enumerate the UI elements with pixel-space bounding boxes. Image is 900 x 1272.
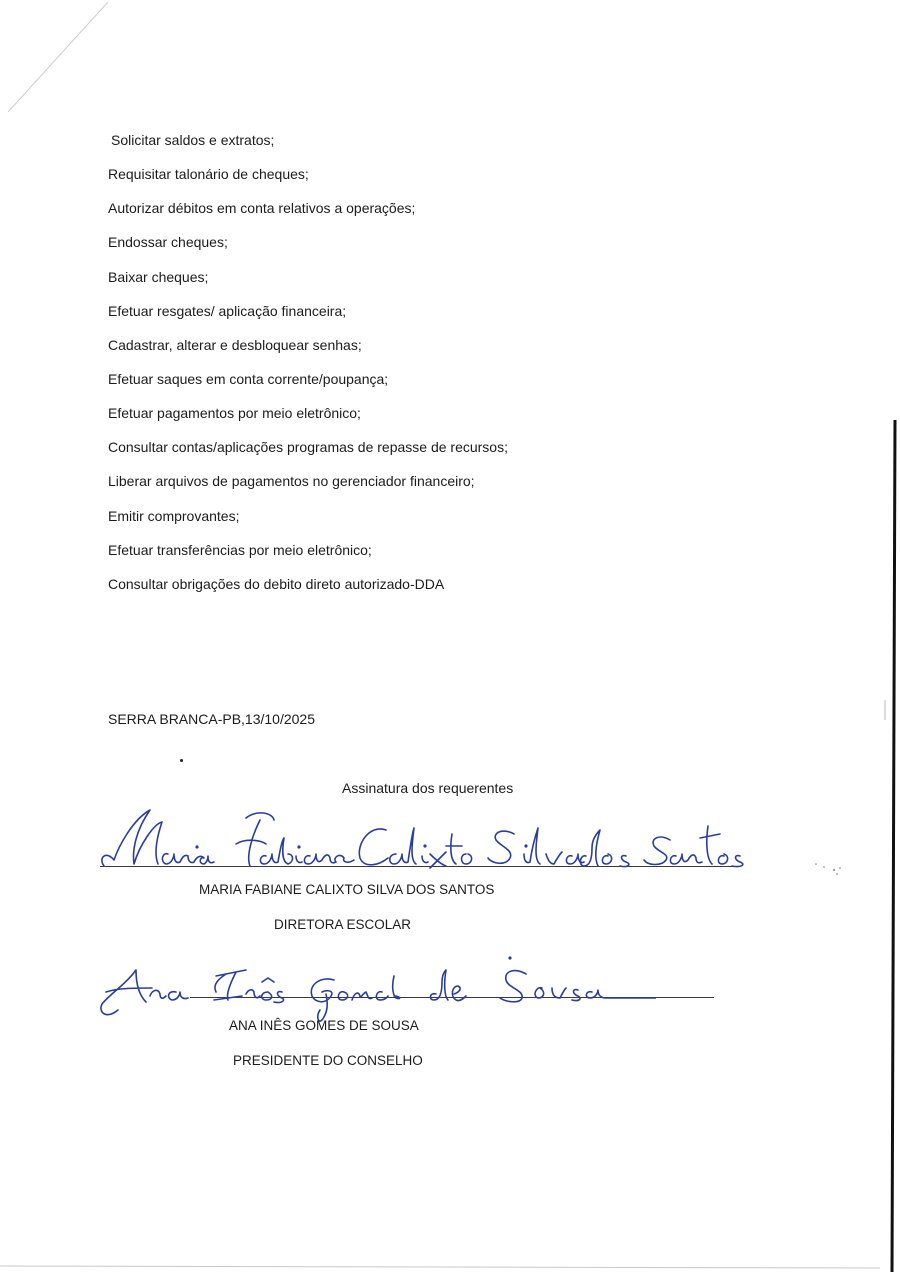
authorization-list: [108, 132, 508, 610]
list-item: Solicitar saldos e extratos;: [111, 132, 275, 148]
handwritten-signature-1: [96, 800, 746, 880]
signatory-1-name: MARIA FABIANE CALIXTO SILVA DOS SANTOS: [199, 882, 495, 897]
scan-speck: [810, 858, 850, 880]
signatory-1-role: DIRETORA ESCOLAR: [274, 917, 412, 932]
list-item: Consultar contas/aplicações programas de repasse de recursos;: [108, 439, 508, 456]
signatures-heading: Assinatura dos requerentes: [342, 780, 514, 796]
list-item: Cadastrar, alterar e desbloquear senhas;: [108, 336, 362, 353]
signatory-2-name: ANA INÊS GOMES DE SOUSA: [229, 1018, 419, 1033]
place-date: SERRA BRANCA-PB,13/10/2025: [108, 711, 315, 727]
list-item: Endossar cheques;: [108, 234, 228, 251]
stray-dot: [180, 759, 183, 762]
scan-bottom-edge: [0, 1262, 880, 1272]
list-item: Efetuar saques em conta corrente/poupança;: [108, 370, 389, 387]
handwritten-signature-2: [96, 948, 656, 1024]
scan-right-edge: [880, 420, 900, 1272]
scan-corner-mark: [0, 0, 120, 120]
list-item: Emitir comprovantes;: [108, 507, 240, 524]
list-item: Consultar obrigações do debito direto autorizado-DDA: [108, 575, 445, 592]
signatory-2-role: PRESIDENTE DO CONSELHO: [233, 1053, 423, 1068]
list-item: Liberar arquivos de pagamentos no gerenciador financeiro;: [108, 473, 475, 490]
list-item: Efetuar resgates/ aplicação financeira;: [108, 302, 347, 319]
list-item: Autorizar débitos em conta relativos a operações;: [108, 200, 416, 217]
list-item: Baixar cheques;: [108, 268, 209, 285]
list-item: Requisitar talonário de cheques;: [108, 166, 309, 183]
list-item: Efetuar transferências por meio eletrônico;: [108, 541, 372, 558]
list-item: Efetuar pagamentos por meio eletrônico;: [108, 405, 361, 422]
